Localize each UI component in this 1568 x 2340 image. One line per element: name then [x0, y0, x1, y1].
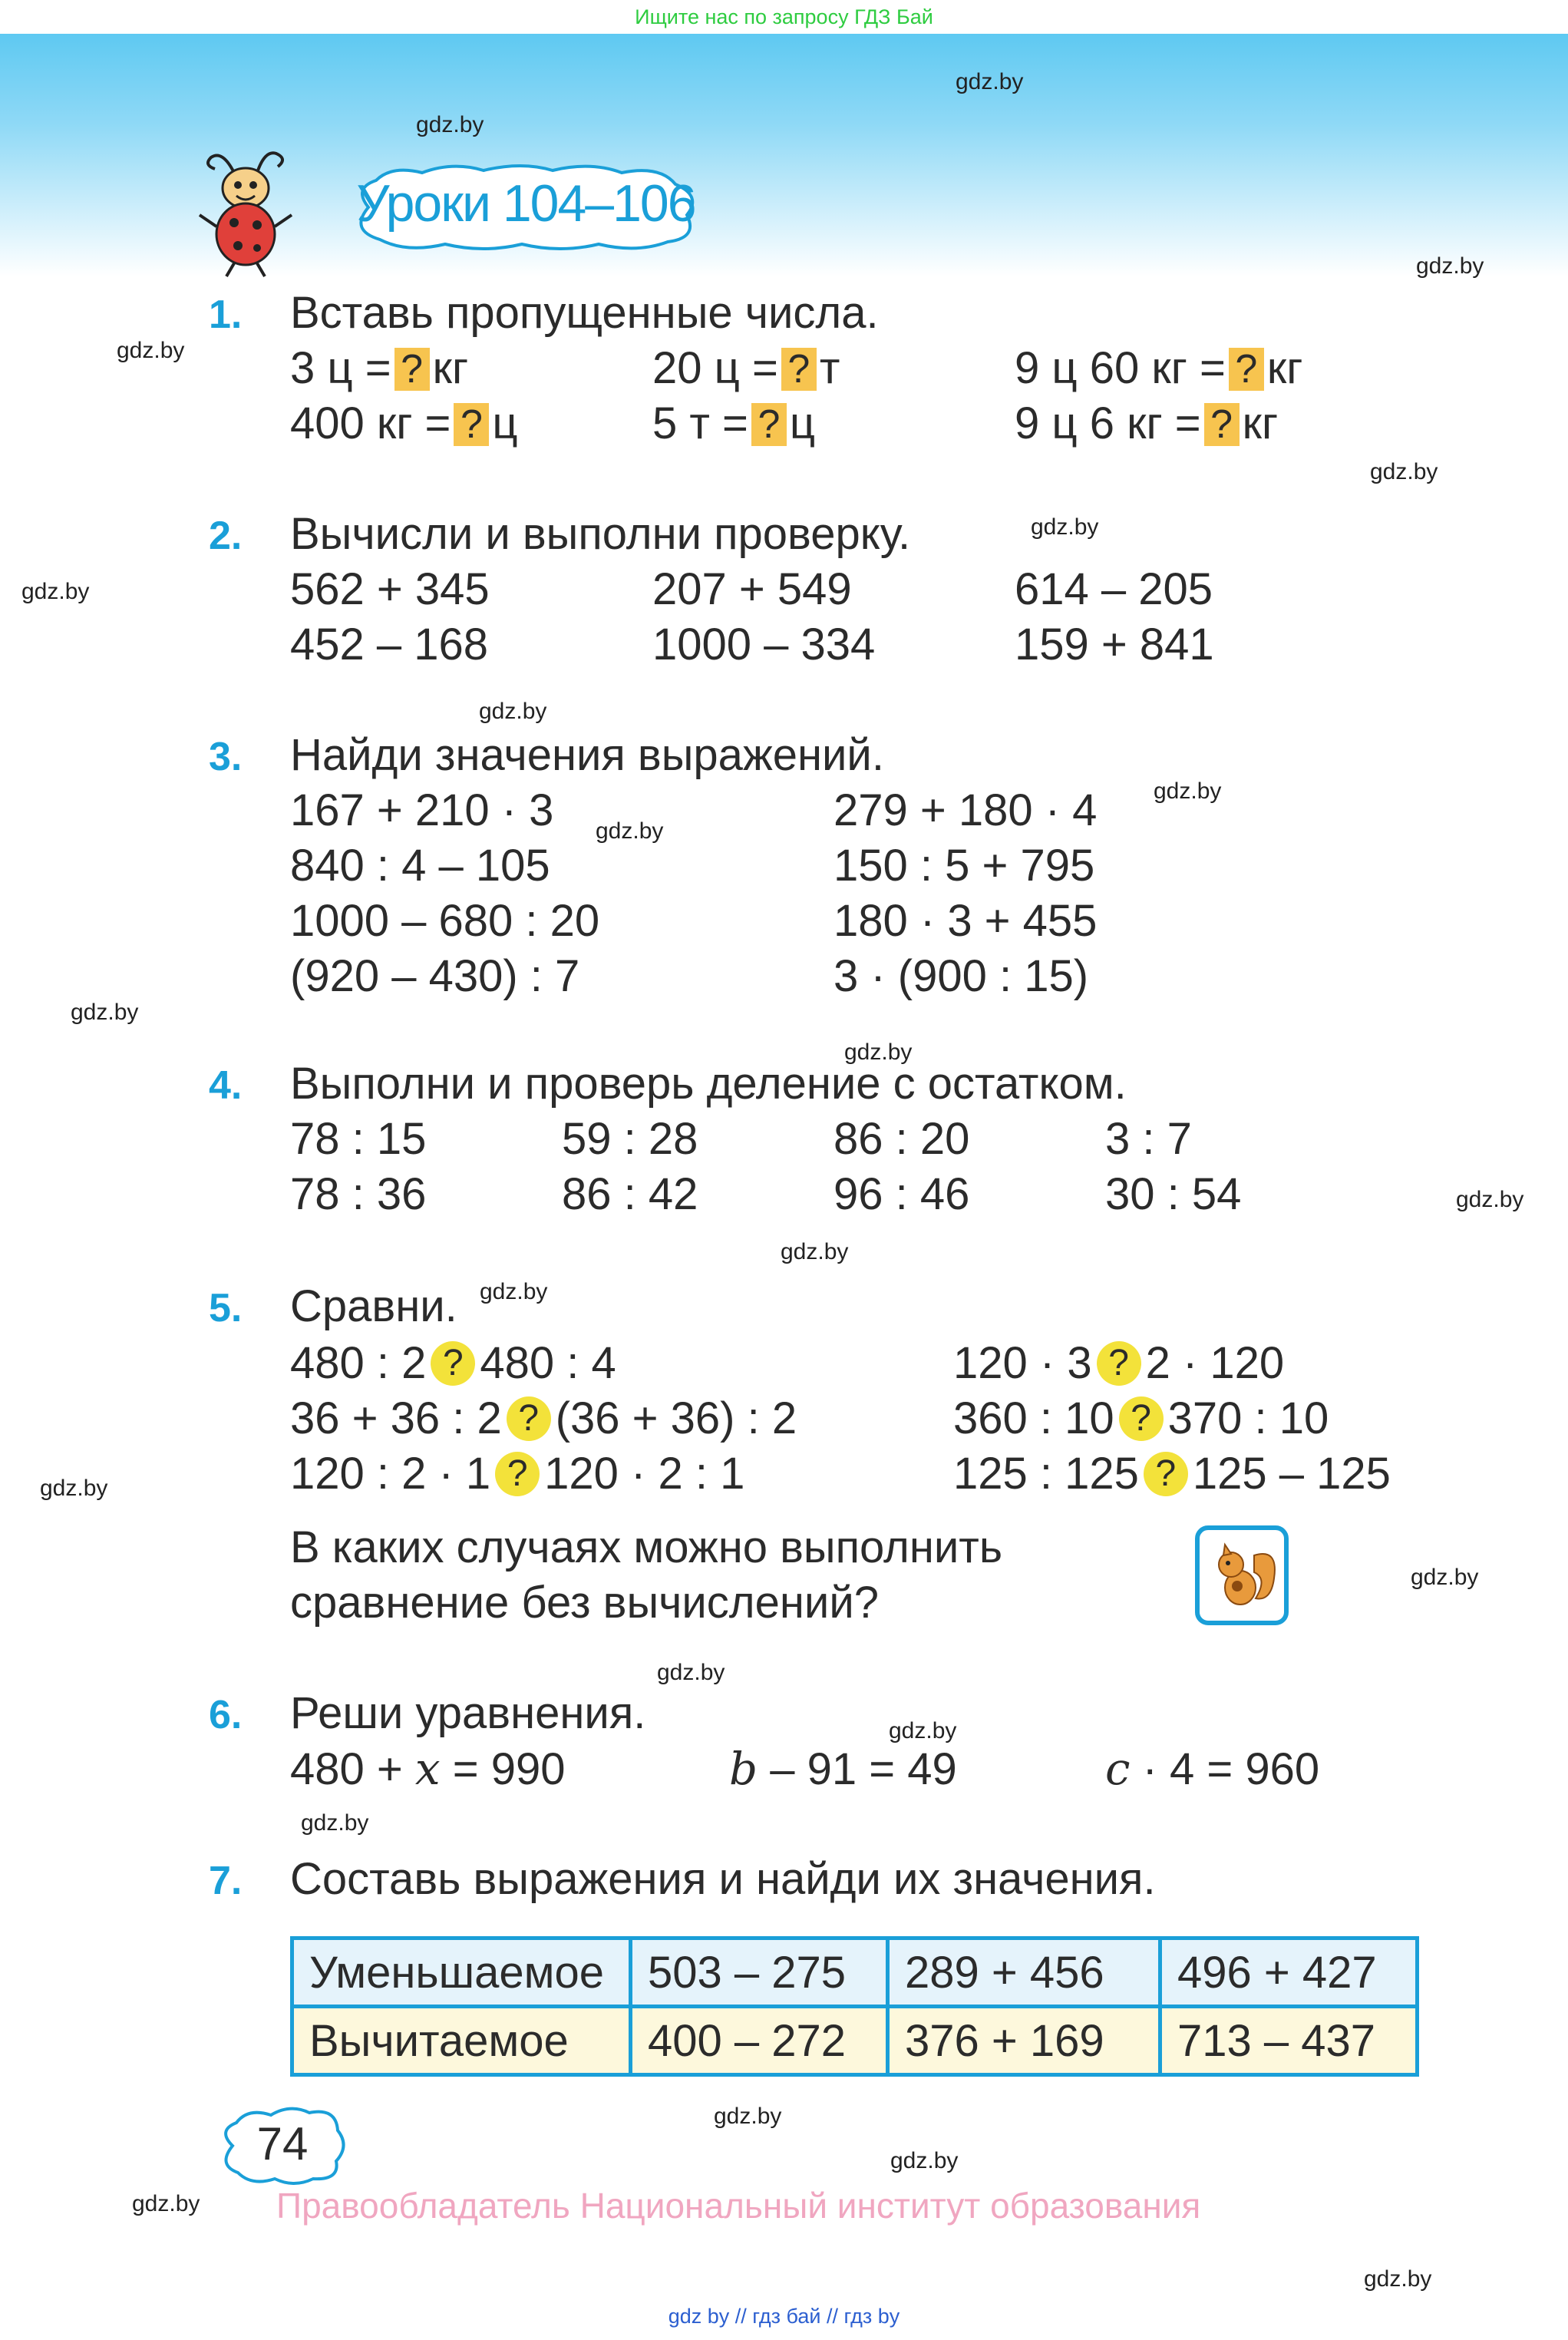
- question-mark-icon: ?: [1204, 403, 1240, 446]
- comparison-right: 125 – 125: [1192, 1449, 1391, 1499]
- expr-left: 9 ц 60 кг =: [1015, 343, 1226, 393]
- watermark: gdz.by: [956, 69, 1024, 94]
- equation-part: – 91 = 49: [770, 1744, 957, 1794]
- table-cell: 503 – 275: [631, 1938, 888, 2007]
- task-heading: Выполни и проверь деление с остатком.: [290, 1059, 1127, 1109]
- watermark: gdz.by: [844, 1039, 913, 1065]
- expression: 452 – 168: [290, 620, 489, 669]
- expression: 86 : 20: [834, 1114, 970, 1164]
- watermark: gdz.by: [1154, 778, 1222, 804]
- question-mark-icon: ?: [751, 403, 787, 446]
- comparison-left: 360 : 10: [953, 1393, 1114, 1443]
- comparison-left: 36 + 36 : 2: [290, 1393, 502, 1443]
- expression: 840 : 4 – 105: [290, 841, 550, 891]
- squirrel-icon: [1194, 1525, 1289, 1626]
- expression: 159 + 841: [1015, 620, 1214, 669]
- comparison: [290, 1393, 797, 1444]
- comparison-left: 125 : 125: [953, 1449, 1139, 1499]
- expression: 562 + 345: [290, 564, 490, 614]
- task-heading: Вычисли и выполни проверку.: [290, 509, 911, 559]
- watermark: gdz.by: [1364, 2266, 1432, 2292]
- comparison: [953, 1448, 1391, 1499]
- table-cell: 400 – 272: [631, 2007, 888, 2075]
- expression: 86 : 42: [562, 1169, 698, 1219]
- watermark: gdz.by: [21, 579, 90, 604]
- expression: [652, 342, 840, 394]
- equation: [729, 1743, 957, 1795]
- expression: 614 – 205: [1015, 564, 1213, 614]
- question-mark-icon: ?: [1144, 1452, 1188, 1496]
- table-row: [292, 2007, 1418, 2075]
- watermark: gdz.by: [1456, 1187, 1524, 1212]
- comparison-right: 120 · 2 : 1: [544, 1449, 745, 1499]
- task-number: 2.: [209, 514, 243, 558]
- expression: 59 : 28: [562, 1114, 698, 1164]
- unit: ц: [492, 398, 518, 448]
- task-heading: Составь выражения и найди их значения.: [290, 1854, 1156, 1904]
- task-heading: Сравни.: [290, 1281, 457, 1331]
- unit: кг: [1266, 343, 1303, 393]
- unit: т: [819, 343, 840, 393]
- comparison: [953, 1337, 1284, 1389]
- variable: b: [729, 1743, 758, 1795]
- table-cell: 713 – 437: [1160, 2007, 1418, 2075]
- question-text: сравнение без вычислений?: [290, 1578, 879, 1628]
- watermark: gdz.by: [1411, 1565, 1479, 1590]
- page-title: Уроки 104–106: [356, 174, 695, 233]
- unit: кг: [1242, 398, 1279, 448]
- expression: 3 : 7: [1105, 1114, 1192, 1164]
- comparison: [290, 1337, 616, 1389]
- table-cell: Вычитаемое: [292, 2007, 631, 2075]
- equation-part: · 4 = 960: [1142, 1744, 1320, 1794]
- task-number: 6.: [209, 1693, 243, 1737]
- top-banner[interactable]: Ищите нас по запросу ГДЗ Бай: [0, 0, 1568, 34]
- expression: 30 : 54: [1105, 1169, 1242, 1219]
- equation: [290, 1743, 566, 1795]
- page-number: 74: [256, 2118, 309, 2170]
- watermark: gdz.by: [480, 1279, 548, 1304]
- comparison-left: 120 · 3: [953, 1338, 1092, 1388]
- watermark: gdz.by: [301, 1810, 369, 1836]
- watermark: gdz.by: [479, 699, 547, 724]
- task-heading: Реши уравнения.: [290, 1688, 646, 1738]
- expression: 279 + 180 · 4: [834, 785, 1098, 835]
- expr-left: 400 кг =: [290, 398, 451, 448]
- task-number: 7.: [209, 1859, 243, 1903]
- task-heading: Вставь пропущенные числа.: [290, 288, 879, 338]
- task-number: 5.: [209, 1286, 243, 1330]
- comparison-left: 120 : 2 · 1: [290, 1449, 491, 1499]
- task-number: 4.: [209, 1063, 243, 1108]
- question-mark-icon: ?: [394, 348, 430, 391]
- expressions-table: [290, 1936, 1419, 2077]
- watermark: gdz.by: [1416, 253, 1484, 279]
- equation: [1105, 1743, 1319, 1795]
- unit: ц: [789, 398, 816, 448]
- task-number: 3.: [209, 735, 243, 779]
- expression: 96 : 46: [834, 1169, 970, 1219]
- comparison-right: 480 : 4: [480, 1338, 616, 1388]
- comparison: [953, 1393, 1329, 1444]
- watermark: gdz.by: [596, 818, 664, 844]
- comparison-right: 2 · 120: [1145, 1338, 1285, 1388]
- table-cell: 289 + 456: [888, 1938, 1160, 2007]
- expression: 180 · 3 + 455: [834, 896, 1098, 946]
- watermark: gdz.by: [889, 1718, 957, 1743]
- question-mark-icon: ?: [1097, 1341, 1141, 1386]
- expr-left: 9 ц 6 кг =: [1015, 398, 1201, 448]
- task-number: 1.: [209, 292, 243, 337]
- ladybug-icon: [192, 142, 299, 280]
- watermark: gdz.by: [71, 1000, 139, 1025]
- table-row: [292, 1938, 1418, 2007]
- expression: [652, 398, 815, 449]
- question-mark-icon: ?: [507, 1396, 551, 1441]
- expression: 1000 – 334: [652, 620, 876, 669]
- variable: x: [414, 1743, 441, 1795]
- comparison-right: (36 + 36) : 2: [555, 1393, 797, 1443]
- expression: 3 · (900 : 15): [834, 951, 1089, 1001]
- expression: [290, 342, 468, 394]
- watermark: gdz.by: [890, 2148, 959, 2173]
- expression: 207 + 549: [652, 564, 852, 614]
- table-cell: 376 + 169: [888, 2007, 1160, 2075]
- footer-links[interactable]: gdz by // гдз бай // гдз by: [668, 2305, 900, 2328]
- comparison-right: 370 : 10: [1167, 1393, 1329, 1443]
- question-mark-icon: ?: [1229, 348, 1264, 391]
- expression: 150 : 5 + 795: [834, 841, 1095, 891]
- expr-left: 5 т =: [652, 398, 748, 448]
- copyright-notice: Правообладатель Национальный институт образования: [276, 2186, 1201, 2226]
- expression: 78 : 36: [290, 1169, 427, 1219]
- watermark: gdz.by: [416, 112, 484, 137]
- equation-part: = 990: [452, 1744, 566, 1794]
- question-mark-icon: ?: [454, 403, 489, 446]
- watermark: gdz.by: [1370, 459, 1438, 484]
- watermark: gdz.by: [781, 1239, 849, 1264]
- task-heading: Найди значения выражений.: [290, 730, 884, 780]
- question-mark-icon: ?: [495, 1452, 540, 1496]
- question-mark-icon: ?: [431, 1341, 475, 1386]
- expression: [290, 398, 518, 449]
- question-mark-icon: ?: [1119, 1396, 1164, 1441]
- question-text: В каких случаях можно выполнить: [290, 1522, 1003, 1572]
- table-cell: 496 + 427: [1160, 1938, 1418, 2007]
- expression: [1015, 342, 1302, 394]
- equation-part: 480 +: [290, 1744, 403, 1794]
- expression: [1015, 398, 1278, 449]
- unit: кг: [432, 343, 469, 393]
- comparison: [290, 1448, 744, 1499]
- watermark: gdz.by: [117, 338, 185, 363]
- expr-left: 3 ц =: [290, 343, 391, 393]
- variable: c: [1105, 1743, 1131, 1795]
- table-cell: Уменьшаемое: [292, 1938, 631, 2007]
- question-mark-icon: ?: [781, 348, 817, 391]
- watermark: gdz.by: [714, 2104, 782, 2129]
- expression: 167 + 210 · 3: [290, 785, 554, 835]
- expr-left: 20 ц =: [652, 343, 778, 393]
- watermark: gdz.by: [657, 1660, 725, 1685]
- watermark: gdz.by: [1031, 514, 1099, 540]
- expression: 1000 – 680 : 20: [290, 896, 600, 946]
- expression: 78 : 15: [290, 1114, 427, 1164]
- watermark: gdz.by: [132, 2191, 200, 2216]
- expression: (920 – 430) : 7: [290, 951, 580, 1001]
- watermark: gdz.by: [40, 1476, 108, 1501]
- comparison-left: 480 : 2: [290, 1338, 427, 1388]
